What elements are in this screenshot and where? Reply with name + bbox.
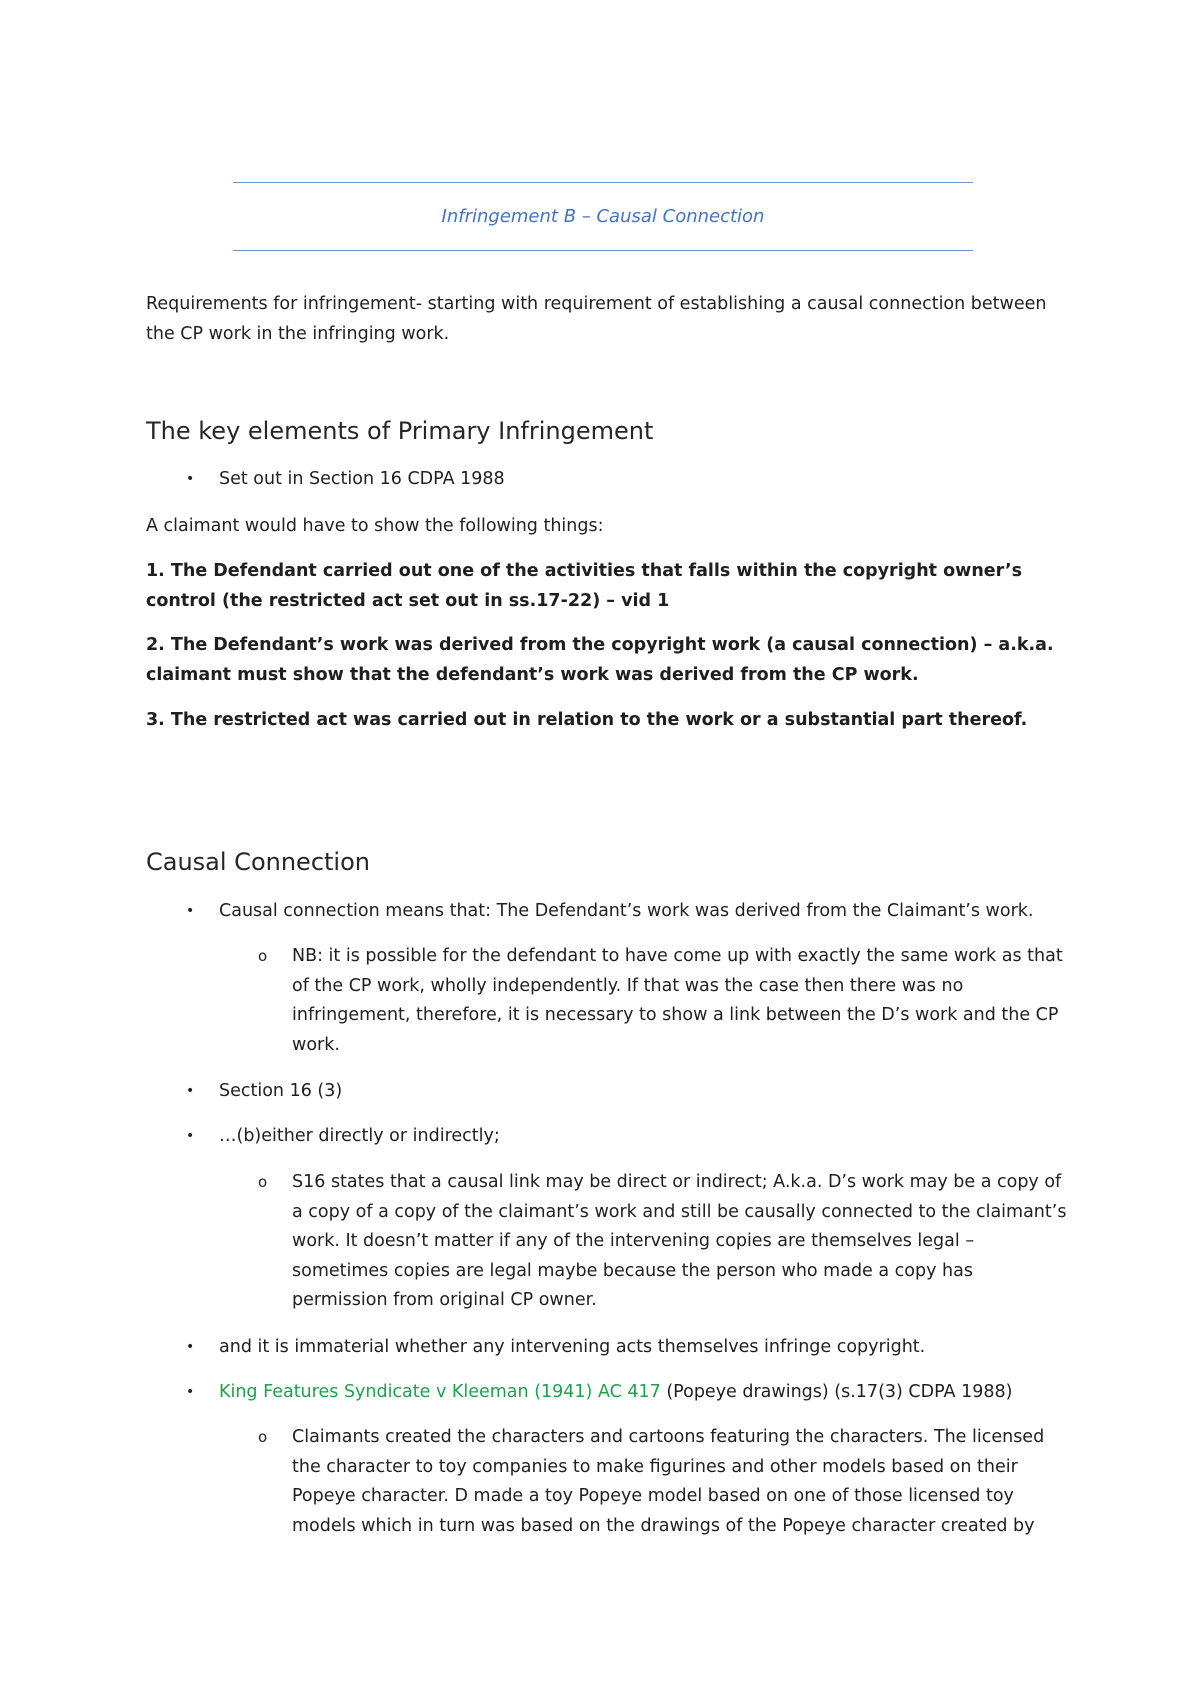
element-item-3: 3. The restricted act was carried out in relation to the work or a substantial part thereof.	[146, 710, 1028, 730]
element-item-1: 1. The Defendant carried out one of the activities that falls within the copyright owner’s control (the restricted act set out in ss.17-22) – vid 1	[146, 561, 1023, 611]
document-title: Infringement B – Causal Connection	[441, 206, 765, 227]
section-heading-causal-connection: Causal Connection	[146, 848, 370, 876]
lead-paragraph: A claimant would have to show the following things:	[146, 516, 604, 536]
list-item-case	[219, 1378, 1079, 1408]
sub-bullet-glyph: o	[258, 1428, 268, 1446]
title-bottom-rule	[233, 250, 973, 251]
intro-paragraph: Requirements for infringement- starting with requirement of establishing a causal connection between the CP work in the infringing work.	[146, 294, 1047, 344]
sub-list-item: S16 states that a causal link may be direct or indirect; A.k.a. D’s work may be a copy of a copy of a copy of the claimant’s work and still be causally connected to the claimant’s work. It doesn’t matter if any of the intervening copies are themselves legal – sometimes copies are legal maybe because the person who made a copy has permission from original CP owner.	[292, 1172, 1067, 1310]
list-item: Set out in Section 16 CDPA 1988	[219, 469, 505, 489]
bullet-glyph: •	[186, 1083, 195, 1099]
element-item-2: 2. The Defendant’s work was derived from the copyright work (a causal connection) – a.k.a. claimant must show that the defendant’s work was derived from the CP work.	[146, 635, 1054, 685]
sub-bullet-glyph: o	[258, 947, 268, 965]
list-item: …(b)either directly or indirectly;	[219, 1126, 500, 1146]
list-item: Section 16 (3)	[219, 1081, 343, 1101]
sub-list-item: Claimants created the characters and cartoons featuring the characters. The licensed the character to toy companies to make figurines and other models based on their Popeye character. D made a toy Popeye model based on one of those licensed toy models which in turn was based on the drawings of the Popeye character created by	[292, 1427, 1045, 1536]
bullet-glyph: •	[186, 1128, 195, 1144]
bullet-glyph: •	[186, 903, 195, 919]
list-item: Causal connection means that: The Defendant’s work was derived from the Claimant’s work.	[219, 901, 1034, 921]
sub-list-item: NB: it is possible for the defendant to have come up with exactly the same work as that of the CP work, wholly independently. If that was the case then there was no infringement, therefore, it is necessary to show a link between the D’s work and the CP work.	[292, 946, 1063, 1055]
list-item: and it is immaterial whether any intervening acts themselves infringe copyright.	[219, 1337, 926, 1357]
bullet-glyph: •	[186, 1339, 195, 1355]
case-link[interactable]: King Features Syndicate v Kleeman (1941) AC 417	[219, 1382, 661, 1402]
bullet-glyph: •	[186, 1384, 195, 1400]
sub-bullet-glyph: o	[258, 1173, 268, 1191]
bullet-glyph: •	[186, 471, 195, 487]
title-top-rule	[233, 182, 973, 183]
section-heading-primary-infringement: The key elements of Primary Infringement	[146, 417, 654, 445]
case-detail: (Popeye drawings) (s.17(3) CDPA 1988)	[660, 1382, 1013, 1402]
